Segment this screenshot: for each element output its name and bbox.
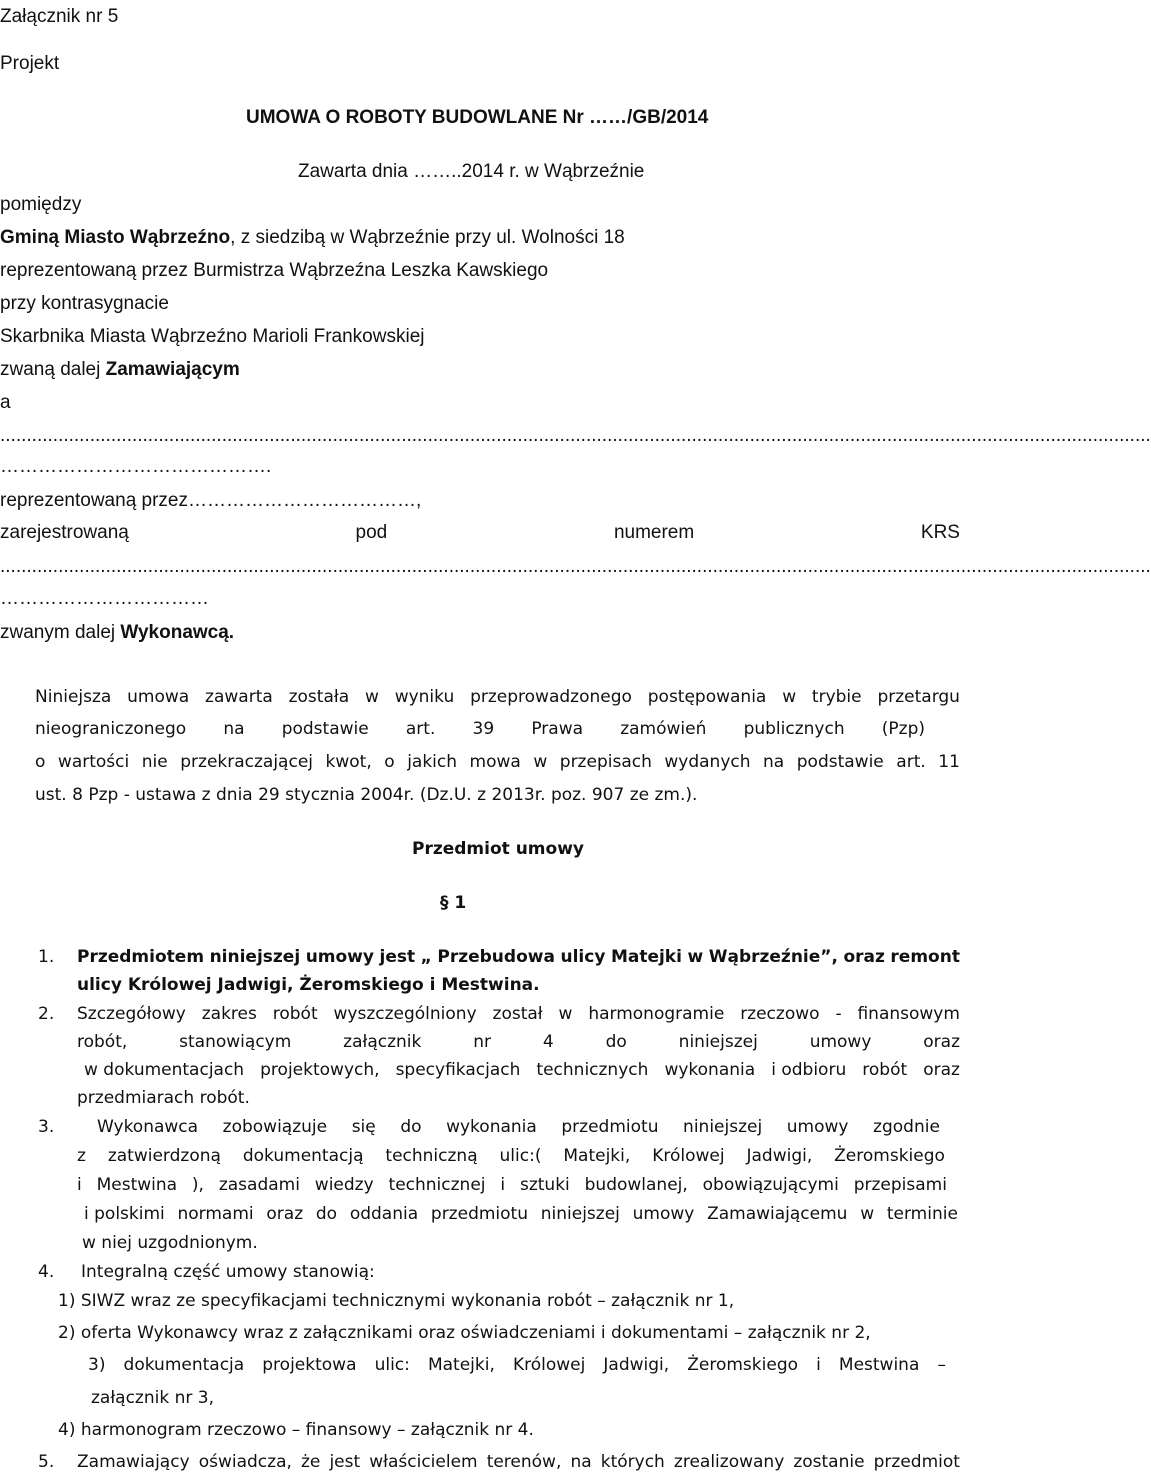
- word: specyfikacjach: [395, 1060, 521, 1080]
- word: zawarta: [205, 687, 273, 707]
- word: nr: [473, 1032, 492, 1052]
- word: umowy: [305, 947, 374, 967]
- word: mowa: [469, 752, 521, 772]
- word: zamówień: [620, 719, 707, 739]
- word: wartości: [57, 752, 130, 772]
- called-prefix: zwaną dalej: [0, 359, 106, 380]
- word: zostanie: [793, 1452, 865, 1472]
- word: zasadami: [218, 1175, 300, 1195]
- item-3-line-5: w niej uzgodnionym.: [82, 1233, 258, 1253]
- item-3-line-2: [77, 1145, 945, 1167]
- word: jakich: [407, 752, 458, 772]
- item-3-line-4: [84, 1203, 958, 1225]
- word: robót,: [77, 1032, 128, 1052]
- section-heading: Przedmiot umowy: [412, 839, 584, 859]
- word: przeprowadzonego: [470, 687, 632, 707]
- word: Zamawiający: [77, 1452, 190, 1472]
- employer-name: Gminą Miasto Wąbrzeźno: [0, 227, 231, 248]
- word: Jadwigi,: [603, 1355, 670, 1375]
- word: przepisach: [559, 752, 652, 772]
- word: podstawie: [796, 752, 884, 772]
- word: ulic:(: [499, 1146, 542, 1166]
- intro-line-4: ust. 8 Pzp - ustawa z dnia 29 stycznia 2004r. (Dz.U. z 2013r. poz. 907 ze zm.).: [35, 785, 698, 805]
- item-number: 3.: [38, 1117, 55, 1137]
- word: zakres: [201, 1004, 257, 1024]
- word: w: [782, 687, 797, 707]
- contractor-name-blank: ..........................................................................................................................................................................................................................: [0, 425, 1151, 446]
- item-3-line-1: [97, 1116, 940, 1138]
- word: i: [77, 1175, 82, 1195]
- word: właścicielem: [369, 1452, 478, 1472]
- word: (Pzp): [881, 719, 925, 739]
- word: w: [364, 687, 379, 707]
- countersignature-label: przy kontrasygnacie: [0, 293, 169, 314]
- project-label: Projekt: [0, 53, 60, 74]
- subitem-4: 4) harmonogram rzeczowo – finansowy – załącznik nr 4.: [58, 1420, 534, 1440]
- word: do: [315, 1204, 338, 1224]
- reg-word: zarejestrowaną: [0, 522, 129, 543]
- word: przetargu: [877, 687, 960, 707]
- subitem-2: 2) oferta Wykonawcy wraz z załącznikami oraz oświadczeniami i dokumentami – załącznik nr 2,: [58, 1323, 871, 1343]
- word: oraz: [266, 1204, 304, 1224]
- item-3-line-3: [77, 1174, 947, 1196]
- word: przepisami: [853, 1175, 947, 1195]
- subitem-1: 1) SIWZ wraz ze specyfikacjami technicznymi wykonania robót – załącznik nr 1,: [58, 1291, 735, 1311]
- reg-word: numerem: [613, 522, 695, 543]
- subitem-3-line-2: załącznik nr 3,: [91, 1388, 214, 1408]
- word: Królowej: [652, 1146, 725, 1166]
- reg-word: KRS: [920, 522, 960, 543]
- item-2-line-1: [77, 1003, 960, 1025]
- word: oświadcza,: [198, 1452, 292, 1472]
- word: na: [570, 1452, 592, 1472]
- word: których: [600, 1452, 665, 1472]
- word: Wykonawca: [97, 1117, 199, 1137]
- word: zrealizowany: [673, 1452, 785, 1472]
- word: oddania: [349, 1204, 419, 1224]
- word: nie: [141, 752, 168, 772]
- word: harmonogramie: [588, 1004, 725, 1024]
- word: w: [558, 1004, 573, 1024]
- word: na: [223, 719, 245, 739]
- krs-blank: ..........................................................................................................................................................................................................................: [0, 556, 1151, 577]
- intro-line-3: [35, 751, 960, 773]
- word: niniejszej: [683, 1117, 763, 1137]
- word: trybie: [811, 687, 862, 707]
- item-5-line-1: [77, 1451, 960, 1473]
- word: do: [605, 1032, 627, 1052]
- contractor-role: Wykonawcą.: [120, 622, 235, 643]
- word: wyniku: [394, 687, 455, 707]
- word: Żeromskiego: [687, 1355, 799, 1375]
- item-2-line-3: [84, 1059, 960, 1081]
- word: załącznik: [343, 1032, 422, 1052]
- word: umowy: [809, 1032, 872, 1052]
- word: wiedzy: [314, 1175, 374, 1195]
- item-1-line-2: ulicy Królowej Jadwigi, Żeromskiego i Mestwina.: [77, 975, 540, 995]
- word: o: [384, 752, 395, 772]
- word: i odbioru: [771, 1060, 847, 1080]
- word: Szczegółowy: [77, 1004, 186, 1024]
- word: robót: [862, 1060, 908, 1080]
- word: oraz: [923, 1032, 960, 1052]
- word: o: [35, 752, 46, 772]
- reg-word: pod: [355, 522, 388, 543]
- word: Niniejsza: [35, 687, 112, 707]
- word: na: [763, 752, 785, 772]
- word: w: [860, 1204, 875, 1224]
- registration-line: [0, 522, 960, 544]
- employer-representative: reprezentowaną przez Burmistrza Wąbrzeźna Leszka Kawskiego: [0, 260, 549, 281]
- word: art.: [405, 719, 436, 739]
- word: i polskimi: [84, 1204, 165, 1224]
- word: zobowiązuje: [222, 1117, 328, 1137]
- word: umowy: [786, 1117, 849, 1137]
- employer-address: , z siedzibą w Wąbrzeźnie przy ul. Wolności 18: [230, 227, 625, 248]
- word: sztuki: [519, 1175, 570, 1195]
- word: Przedmiotem: [77, 947, 205, 967]
- word: Żeromskiego: [834, 1146, 945, 1166]
- word: normami: [177, 1204, 254, 1224]
- annex-label: Załącznik nr 5: [0, 6, 119, 27]
- word: przekraczającej: [180, 752, 314, 772]
- word: robót: [272, 1004, 318, 1024]
- word: ulic:: [374, 1355, 410, 1375]
- word: wydanych: [664, 752, 751, 772]
- word: projektowych,: [260, 1060, 380, 1080]
- word: w: [533, 752, 548, 772]
- word: nieograniczonego: [35, 719, 187, 739]
- word: kwot,: [325, 752, 372, 772]
- word: techniczną: [385, 1146, 478, 1166]
- word: Wąbrzeźnie”,: [708, 947, 838, 967]
- word: oraz: [843, 947, 885, 967]
- word: z: [77, 1146, 86, 1166]
- word: stanowiącym: [179, 1032, 292, 1052]
- item-number: 4.: [38, 1262, 55, 1282]
- word: wykonania: [446, 1117, 537, 1137]
- word: przedmiot: [873, 1452, 960, 1472]
- employer-line: [0, 227, 625, 249]
- employer-role: Zamawiającym: [105, 359, 240, 380]
- word: ),: [191, 1175, 204, 1195]
- between-label: pomiędzy: [0, 194, 82, 215]
- word: oraz: [923, 1060, 960, 1080]
- word: „: [420, 947, 432, 967]
- word: -: [835, 1004, 842, 1024]
- item-2-line-4: przedmiarach robót.: [77, 1088, 250, 1108]
- word: się: [351, 1117, 376, 1137]
- item-4-line-1: Integralną część umowy stanowią:: [81, 1262, 375, 1282]
- item-number: 2.: [38, 1004, 55, 1024]
- word: umowa: [127, 687, 190, 707]
- word: 3): [88, 1355, 106, 1375]
- word: wyszczególniony: [333, 1004, 477, 1024]
- word: 39: [472, 719, 495, 739]
- word: 11: [938, 752, 960, 772]
- word: rzeczowo: [740, 1004, 820, 1024]
- word: publicznych: [743, 719, 845, 739]
- word: do: [400, 1117, 422, 1137]
- word: niniejszej: [678, 1032, 758, 1052]
- word: Prawa: [531, 719, 584, 739]
- subitem-3-line-1: [88, 1354, 946, 1376]
- contractor-representative: reprezentowaną przez………………………………,: [0, 490, 422, 511]
- word: dokumentacja: [123, 1355, 245, 1375]
- word: i: [500, 1175, 506, 1195]
- word: postępowania: [647, 687, 767, 707]
- word: terenów,: [486, 1452, 562, 1472]
- word: i: [816, 1355, 821, 1375]
- word: Matejki: [610, 947, 682, 967]
- word: Jadwigi,: [746, 1146, 813, 1166]
- intro-line-2: [35, 718, 925, 740]
- employer-called: [0, 359, 240, 381]
- intro-line-1: [35, 686, 960, 708]
- word: zatwierdzoną: [107, 1146, 221, 1166]
- word: 4: [542, 1032, 554, 1052]
- word: została: [288, 687, 350, 707]
- word: ulicy: [560, 947, 606, 967]
- word: przedmiotu: [561, 1117, 659, 1137]
- word: niniejszej: [540, 1204, 620, 1224]
- contractor-prefix: zwanym dalej: [0, 622, 121, 643]
- word: jest: [379, 947, 416, 967]
- word: że: [300, 1452, 321, 1472]
- word: projektowa: [262, 1355, 357, 1375]
- word: Mestwina: [838, 1355, 920, 1375]
- word: niniejszej: [209, 947, 301, 967]
- word: przedmiotu: [430, 1204, 528, 1224]
- word: Matejki,: [427, 1355, 495, 1375]
- word: zgodnie: [873, 1117, 940, 1137]
- word: remont: [890, 947, 960, 967]
- contractor-called: [0, 622, 234, 644]
- word: Królowej: [512, 1355, 586, 1375]
- word: budowlanej,: [584, 1175, 688, 1195]
- and-label: a: [0, 392, 11, 413]
- word: został: [492, 1004, 543, 1024]
- word: finansowym: [857, 1004, 960, 1024]
- contract-date-place: Zawarta dnia ……..2014 r. w Wąbrzeźnie: [298, 161, 645, 182]
- treasurer-line: Skarbnika Miasta Wąbrzeźno Marioli Frankowskiej: [0, 326, 425, 347]
- word: w: [687, 947, 704, 967]
- contractor-name-blank-2: …………………………………….: [0, 456, 272, 477]
- item-1-line-1: [77, 946, 960, 968]
- item-number: 5.: [38, 1452, 55, 1472]
- word: technicznych: [536, 1060, 649, 1080]
- word: jest: [329, 1452, 361, 1472]
- word: wykonania: [664, 1060, 756, 1080]
- word: umowy: [632, 1204, 695, 1224]
- krs-blank-2: ……………………………: [0, 588, 209, 609]
- paragraph-number: § 1: [440, 893, 467, 913]
- word: Zamawiającemu: [707, 1204, 848, 1224]
- word: Matejki,: [563, 1146, 631, 1166]
- contract-title: UMOWA O ROBOTY BUDOWLANE Nr ……/GB/2014: [246, 107, 709, 128]
- item-number: 1.: [38, 947, 55, 967]
- item-2-line-2: [77, 1031, 960, 1053]
- word: Mestwina: [96, 1175, 178, 1195]
- word: obowiązującymi: [702, 1175, 839, 1195]
- word: terminie: [886, 1204, 958, 1224]
- word: art.: [896, 752, 926, 772]
- word: Przebudowa: [437, 947, 555, 967]
- word: technicznej: [388, 1175, 486, 1195]
- word: dokumentacją: [242, 1146, 364, 1166]
- word: w dokumentacjach: [84, 1060, 245, 1080]
- word: –: [937, 1355, 946, 1375]
- word: podstawie: [281, 719, 369, 739]
